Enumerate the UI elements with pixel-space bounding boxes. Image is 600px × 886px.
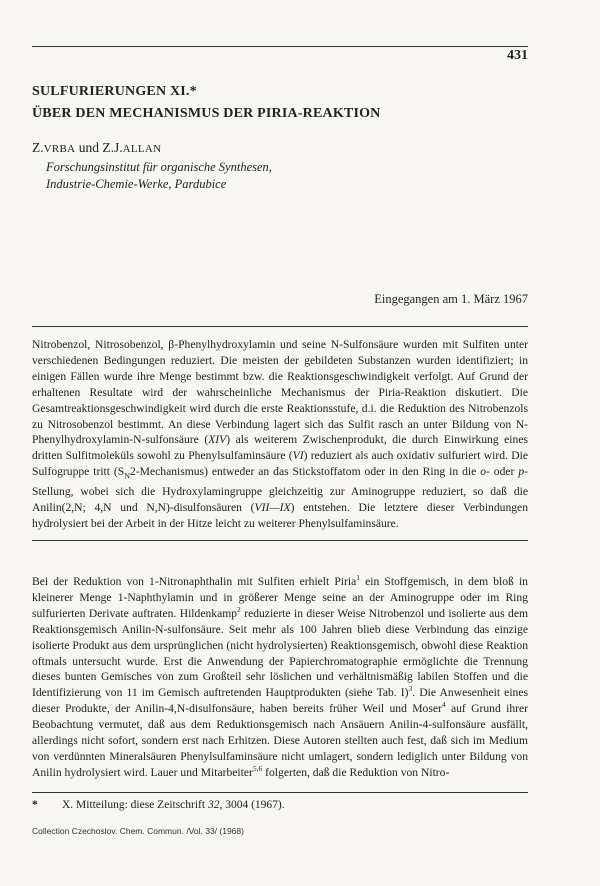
compound-ref: VI [292, 449, 304, 463]
italic-term: p [518, 465, 525, 479]
reference-marker: 3 [408, 684, 413, 694]
abstract-bottom-rule [32, 540, 528, 541]
footnote [32, 799, 285, 811]
body-text: . Die Anwesenheit eines dieser Produkte, der Anilin-4,N-disulfonsäure, haben bereits früher Weil und Moser [32, 686, 528, 716]
body-paragraph [32, 574, 528, 781]
subscript: N [124, 471, 131, 481]
received-date: Eingegangen am 1. März 1967 [374, 292, 528, 306]
author1-initials: Z. [32, 140, 44, 155]
abstract [32, 337, 528, 532]
footnote-mark: * [32, 799, 38, 811]
reference-marker: 1 [356, 573, 361, 583]
footnote-text: X. Mitteilung: diese Zeitschrift [62, 799, 208, 811]
compound-ref: VII—IX [254, 501, 291, 515]
abstract-text: 2-Mechanismus) entweder an das Stickstoffatom oder in den Ring in die [130, 465, 481, 479]
footnote-text: , 3004 (1967). [219, 799, 285, 811]
author-line [32, 140, 161, 156]
footnote-volume: 32 [207, 799, 220, 811]
reference-marker: 5,6 [252, 764, 263, 774]
abstract-text: oder [489, 465, 519, 479]
body-text: auf Grund ihrer Beobachtung vermutet, daß aus dem Reduktionsgemisch nach Ansäuern Anilin-4-sulfonsäure ausfällt, allerdings nicht sofort, sondern erst nach Erhitzen. Diese Autoren stellten auch fest, daß sich im Medium von verdünnten Mineralsäuren Phenylsulfaminsäure nicht umlagert, sondern lediglich unter Bildung von Anilin hydrolysiert wird. Lauer und Mitarbeiter [32, 702, 528, 779]
body-text: reduzierte in dieser Weise Nitrobenzol und isolierte aus dem Reaktionsgemisch Anilin-N-sulfonsäure. Seit mehr als 100 Jahren blieb diese Verbindung das einzige isolierte Produkt aus dem ursprünglichen (nicht hydrolysierten) Reaktionsgemisch, obwohl diese Reaktion oftmals untersucht wurde. Erst die Anwendung der Papierchromatographie ermöglichte die Trennung dieses bunten Gemisches von zum Großteil sehr löslichen und verhältnismäßig labilen Stoffen und die Identifizierung von 11 im Gemisch auftretenden Hauptprodukten (siehe Tab. I) [32, 606, 528, 700]
body-text: folgerten, daß die Reduktion von Nitro- [262, 765, 450, 779]
body-text: Bei der Reduktion von 1-Nitronaphthalin mit Sulfiten erhielt Piria [32, 575, 357, 588]
abstract-text: -Stellung, wobei sich die Hydroxylamingruppe gleichzeitig zur Aminogruppe reduziert, so daß die Anilin(2,N; 4,N und N,N)-disulfonsäuren ( [32, 465, 528, 515]
reference-marker: 4 [441, 700, 446, 710]
author1-surname: VRBA [43, 143, 76, 155]
abstract-text: Nitrobenzol, Nitrosobenzol, β-Phenylhydroxylamin und seine N-Sulfonsäure wurden mit Sulfiten unter verschiedenen Bedingungen reduziert. Die meisten der gebildeten Substanzen wurden identifiziert; in einigen Fällen wurde ihre Menge bestimmt bzw. die Reaktionsgeschwindigkeit verfolgt. Auf Grund der erhaltenen Resultate wird der wahrscheinliche Mechanismus der Piria-Reaktion diskutiert. Die Gesamtreaktionsgeschwindigkeit wird durch die erste Reaktionsstufe, d.i. die Reduktion des Nitrobenzols zu Nitrosobenzol bestimmt. An diese Verbindung lagert sich das Sulfit rasch an unter Bildung von N-Phenylhydroxylamin-N-sulfonsäure ( [32, 338, 528, 447]
header-rule [32, 46, 528, 47]
author2-initials: Z.J. [102, 140, 123, 155]
abstract-text: ) als weiterem Zwischenprodukt, die durch Einwirkung eines dritten Sulfitmoleküls sowohl zu Phenylsulfaminsäure ( [32, 433, 528, 463]
footnote-rule [32, 792, 528, 793]
affiliation-line2: Industrie-Chemie-Werke, Pardubice [46, 177, 227, 191]
abstract-text: ) entstehen. Die letztere dieser Verbindungen hydrolysiert bei der Arbeit in der Hitze leicht zu weiterer Phenylsulfaminsäure. [32, 501, 528, 531]
article-title-line1: SULFURIERUNGEN XI.* [32, 84, 197, 99]
italic-term: o- [480, 465, 490, 479]
abstract-text: ) reduziert als auch oxidativ sulfuriert wird. Die Sulfogruppe tritt (S [32, 449, 529, 479]
author-conjunction: und [75, 140, 103, 155]
article-title-line2: ÜBER DEN MECHANISMUS DER PIRIA-REAKTION [32, 106, 381, 121]
compound-ref: XIV [208, 433, 227, 447]
page-number: 431 [507, 48, 528, 63]
affiliation-line1: Forschungsinstitut für organische Synthesen, [46, 160, 272, 174]
journal-citation: Collection Czechoslov. Chem. Commun. /Vol. 33/ (1968) [32, 826, 244, 836]
body-text: ein Stoffgemisch, in dem bloß in kleinerer Menge 1-Naphthylamin und in größerer Menge seine an der Aminogruppe oder im Ring sulfurierten Derivate auftraten. Hildenkamp [32, 575, 528, 620]
abstract-top-rule [32, 326, 528, 327]
author2-surname: ALLAN [122, 143, 162, 155]
reference-marker: 2 [237, 604, 241, 614]
